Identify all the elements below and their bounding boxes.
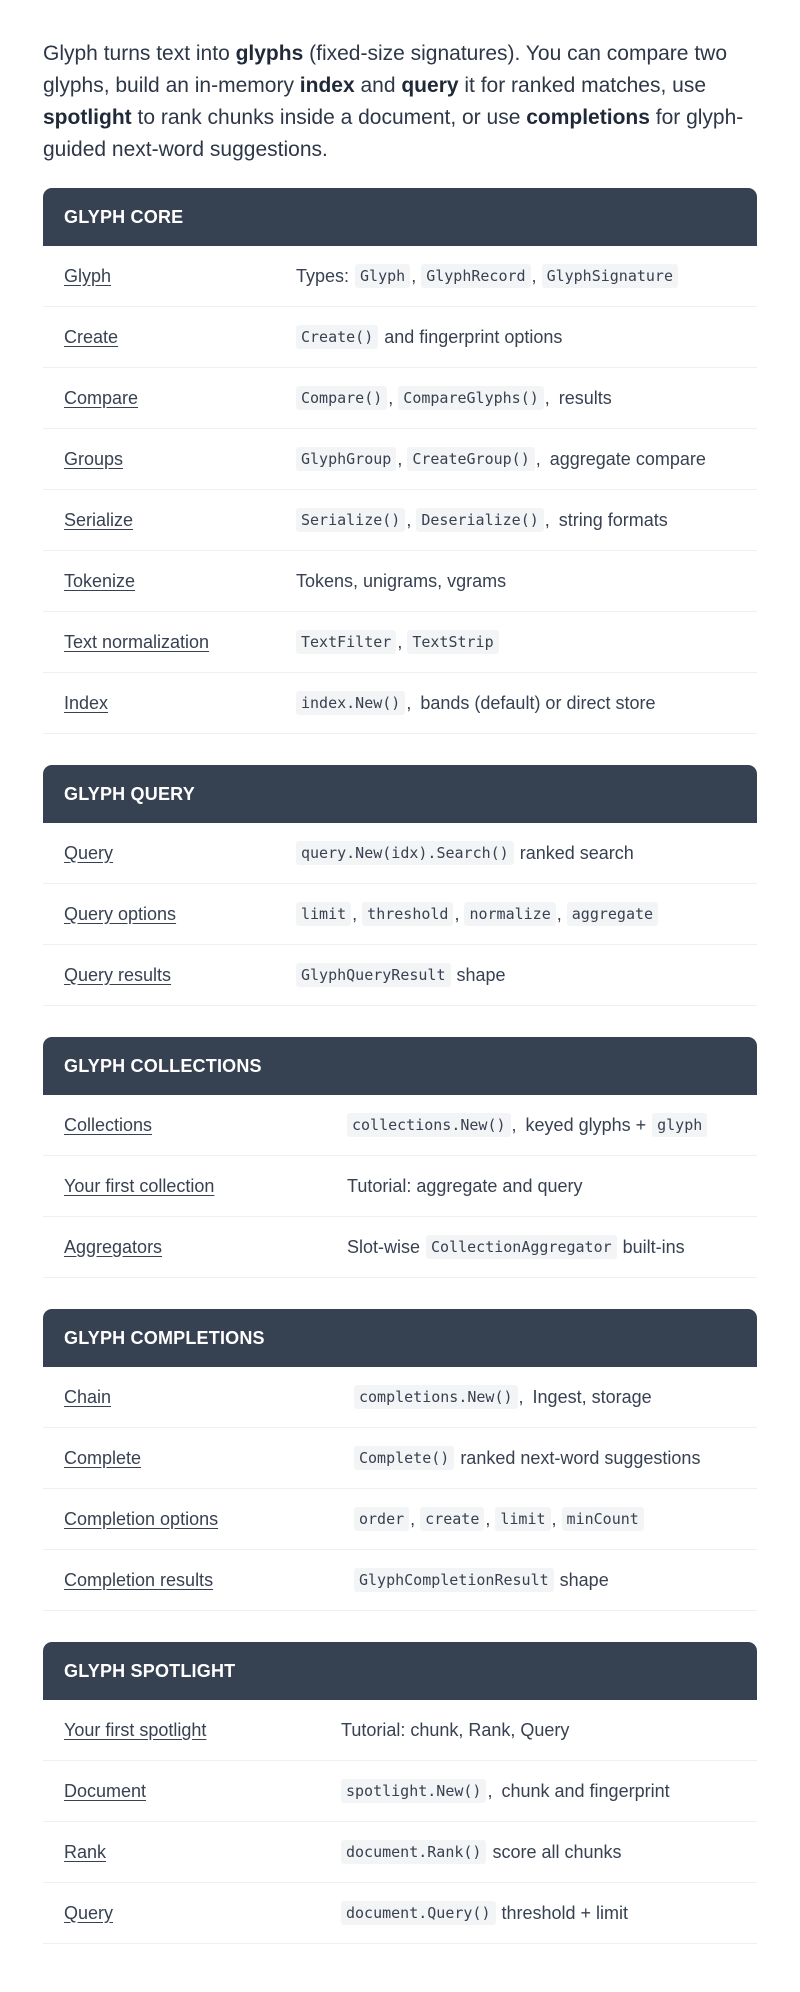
inline-code: GlyphQueryResult <box>296 963 451 987</box>
row-description <box>296 571 757 592</box>
row-description <box>347 1235 757 1259</box>
row-name-cell <box>43 1509 354 1530</box>
description-text: keyed glyphs + <box>525 1114 647 1135</box>
row-link[interactable]: Query <box>64 842 114 863</box>
row-description <box>354 1507 757 1531</box>
row-description <box>296 264 757 288</box>
table-row <box>43 1550 757 1611</box>
separator: , <box>485 1508 491 1529</box>
sections-container <box>43 188 757 1944</box>
section-header: GLYPH COLLECTIONS <box>43 1037 757 1095</box>
row-name-cell <box>43 1387 354 1408</box>
inline-code: GlyphCompletionResult <box>354 1568 554 1592</box>
inline-code: glyph <box>652 1113 707 1137</box>
separator: , <box>544 387 550 408</box>
description-text: shape <box>559 1569 609 1590</box>
table-row <box>43 1156 757 1217</box>
separator: , <box>544 509 550 530</box>
row-link[interactable]: Tokenize <box>64 570 136 591</box>
table-row <box>43 612 757 673</box>
inline-code: TextFilter <box>296 630 396 654</box>
table-row <box>43 307 757 368</box>
row-link[interactable]: Rank <box>64 1841 107 1862</box>
inline-code: order <box>354 1507 409 1531</box>
inline-code: CompareGlyphs() <box>398 386 543 410</box>
separator: , <box>397 448 403 469</box>
row-name-cell <box>43 1237 347 1258</box>
row-description <box>341 1901 757 1925</box>
description-text: score all chunks <box>492 1841 622 1862</box>
inline-code: Compare() <box>296 386 387 410</box>
inline-code: completions.New() <box>354 1385 518 1409</box>
inline-code: TextStrip <box>407 630 498 654</box>
inline-code: document.Rank() <box>341 1840 486 1864</box>
separator: , <box>535 448 541 469</box>
table-row <box>43 1700 757 1761</box>
separator: , <box>410 1508 416 1529</box>
description-text: Tutorial: aggregate and query <box>347 1175 583 1196</box>
separator: , <box>406 692 412 713</box>
description-text: aggregate compare <box>549 448 706 469</box>
section-glyph-collections <box>43 1037 757 1278</box>
description-text: Tutorial: chunk, Rank, Query <box>341 1719 570 1740</box>
row-description <box>296 325 757 349</box>
description-text: ranked next-word suggestions <box>460 1447 701 1468</box>
table-row <box>43 246 757 307</box>
section-glyph-core <box>43 188 757 734</box>
row-description <box>296 630 757 654</box>
description-text: results <box>558 387 612 408</box>
row-name-cell <box>43 266 296 287</box>
table-row <box>43 368 757 429</box>
row-name-cell <box>43 1781 341 1802</box>
intro-text: to rank chunks inside a document, or use <box>131 106 527 129</box>
row-name-cell <box>43 571 296 592</box>
row-link[interactable]: Complete <box>64 1447 142 1468</box>
row-link[interactable]: Text normalization <box>64 631 210 652</box>
row-link[interactable]: Glyph <box>64 265 112 286</box>
inline-code: Glyph <box>355 264 410 288</box>
table-row <box>43 823 757 884</box>
table-row <box>43 945 757 1006</box>
intro-paragraph <box>43 38 757 166</box>
description-text: built-ins <box>622 1236 685 1257</box>
description-text: chunk and fingerprint <box>501 1780 670 1801</box>
separator: , <box>487 1780 493 1801</box>
section-header: GLYPH QUERY <box>43 765 757 823</box>
row-name-cell <box>43 449 296 470</box>
row-description <box>354 1446 757 1470</box>
section-glyph-query <box>43 765 757 1006</box>
row-link[interactable]: Groups <box>64 448 124 469</box>
inline-code: Deserialize() <box>416 508 543 532</box>
inline-code: index.New() <box>296 691 405 715</box>
table-row <box>43 1883 757 1944</box>
row-description <box>296 963 757 987</box>
section-glyph-completions <box>43 1309 757 1611</box>
row-description <box>296 902 757 926</box>
inline-code: GlyphSignature <box>542 264 678 288</box>
intro-text: and <box>354 74 402 97</box>
table-row <box>43 1428 757 1489</box>
row-link[interactable]: Serialize <box>64 509 134 530</box>
inline-code: limit <box>296 902 351 926</box>
intro-text: for glyph-guided next-word suggestions. <box>43 106 744 161</box>
intro-bold-index: index <box>299 74 355 97</box>
separator: , <box>352 903 358 924</box>
row-link[interactable]: Compare <box>64 387 139 408</box>
table-row <box>43 1217 757 1278</box>
table-row <box>43 673 757 734</box>
row-name-cell <box>43 1448 354 1469</box>
inline-code: Create() <box>296 325 378 349</box>
description-text: string formats <box>558 509 668 530</box>
row-description <box>341 1720 757 1741</box>
inline-code: GlyphGroup <box>296 447 396 471</box>
description-text: Slot-wise <box>347 1236 421 1257</box>
row-link[interactable]: Query results <box>64 964 172 985</box>
row-link[interactable]: Collections <box>64 1114 153 1135</box>
row-link[interactable]: Your first collection <box>64 1175 215 1196</box>
inline-code: query.New(idx).Search() <box>296 841 514 865</box>
section-header: GLYPH CORE <box>43 188 757 246</box>
separator: , <box>518 1386 524 1407</box>
row-link[interactable]: Index <box>64 692 109 713</box>
row-link[interactable]: Document <box>64 1780 147 1801</box>
row-description <box>347 1176 757 1197</box>
intro-text: Glyph turns text into <box>43 42 236 65</box>
table-row <box>43 1489 757 1550</box>
inline-code: Complete() <box>354 1446 454 1470</box>
inline-code: create <box>420 1507 484 1531</box>
row-description <box>296 691 757 715</box>
row-name-cell <box>43 843 296 864</box>
separator: , <box>406 509 412 530</box>
inline-code: CreateGroup() <box>407 447 534 471</box>
row-link[interactable]: Completion options <box>64 1508 219 1529</box>
row-name-cell <box>43 693 296 714</box>
separator: , <box>411 265 417 286</box>
separator: , <box>511 1114 517 1135</box>
separator: , <box>556 903 562 924</box>
description-text: threshold + limit <box>501 1902 629 1923</box>
inline-code: GlyphRecord <box>421 264 530 288</box>
description-text: Types: <box>296 265 350 286</box>
inline-code: spotlight.New() <box>341 1779 486 1803</box>
table-row <box>43 490 757 551</box>
inline-code: limit <box>495 1507 550 1531</box>
intro-bold-spotlight: spotlight <box>43 106 132 129</box>
row-name-cell <box>43 904 296 925</box>
row-name-cell <box>43 1903 341 1924</box>
table-row <box>43 1095 757 1156</box>
description-text: ranked search <box>519 842 634 863</box>
row-name-cell <box>43 510 296 531</box>
description-text: bands (default) or direct store <box>420 692 656 713</box>
intro-text: (fixed-size signatures). You can compare two glyphs, build an in-memory <box>43 42 727 97</box>
row-link[interactable]: Completion results <box>64 1569 214 1590</box>
table-row <box>43 1822 757 1883</box>
row-link[interactable]: Query options <box>64 903 177 924</box>
row-description <box>296 447 757 471</box>
row-description <box>347 1113 757 1137</box>
table-row <box>43 884 757 945</box>
description-text: Ingest, storage <box>532 1386 652 1407</box>
inline-code: CollectionAggregator <box>426 1235 617 1259</box>
description-text: Tokens, unigrams, vgrams <box>296 570 507 591</box>
inline-code: document.Query() <box>341 1901 496 1925</box>
inline-code: minCount <box>562 1507 644 1531</box>
row-name-cell <box>43 1720 341 1741</box>
row-link[interactable]: Chain <box>64 1386 112 1407</box>
row-name-cell <box>43 1115 347 1136</box>
row-description <box>354 1568 757 1592</box>
separator: , <box>454 903 460 924</box>
table-row <box>43 551 757 612</box>
row-link[interactable]: Create <box>64 326 119 347</box>
row-name-cell <box>43 1842 341 1863</box>
row-name-cell <box>43 965 296 986</box>
separator: , <box>531 265 537 286</box>
row-description <box>296 841 757 865</box>
description-text: and fingerprint options <box>384 326 563 347</box>
intro-bold-glyphs: glyphs <box>235 42 304 65</box>
description-text: shape <box>456 964 506 985</box>
row-name-cell <box>43 1176 347 1197</box>
row-name-cell <box>43 632 296 653</box>
section-header: GLYPH COMPLETIONS <box>43 1309 757 1367</box>
inline-code: normalize <box>464 902 555 926</box>
row-link[interactable]: Aggregators <box>64 1236 163 1257</box>
separator: , <box>551 1508 557 1529</box>
row-description <box>341 1779 757 1803</box>
intro-bold-query: query <box>401 74 459 97</box>
section-glyph-spotlight <box>43 1642 757 1944</box>
table-row <box>43 429 757 490</box>
intro-text: it for ranked matches, use <box>458 74 706 97</box>
row-name-cell <box>43 327 296 348</box>
row-description <box>296 386 757 410</box>
section-header: GLYPH SPOTLIGHT <box>43 1642 757 1700</box>
row-name-cell <box>43 388 296 409</box>
separator: , <box>388 387 394 408</box>
table-row <box>43 1761 757 1822</box>
row-description <box>296 508 757 532</box>
inline-code: collections.New() <box>347 1113 511 1137</box>
inline-code: aggregate <box>567 902 658 926</box>
separator: , <box>397 631 403 652</box>
inline-code: Serialize() <box>296 508 405 532</box>
row-description <box>354 1385 757 1409</box>
row-description <box>341 1840 757 1864</box>
table-row <box>43 1367 757 1428</box>
intro-bold-completions: completions <box>526 106 650 129</box>
row-link[interactable]: Query <box>64 1902 114 1923</box>
row-name-cell <box>43 1570 354 1591</box>
row-link[interactable]: Your first spotlight <box>64 1719 207 1740</box>
inline-code: threshold <box>362 902 453 926</box>
